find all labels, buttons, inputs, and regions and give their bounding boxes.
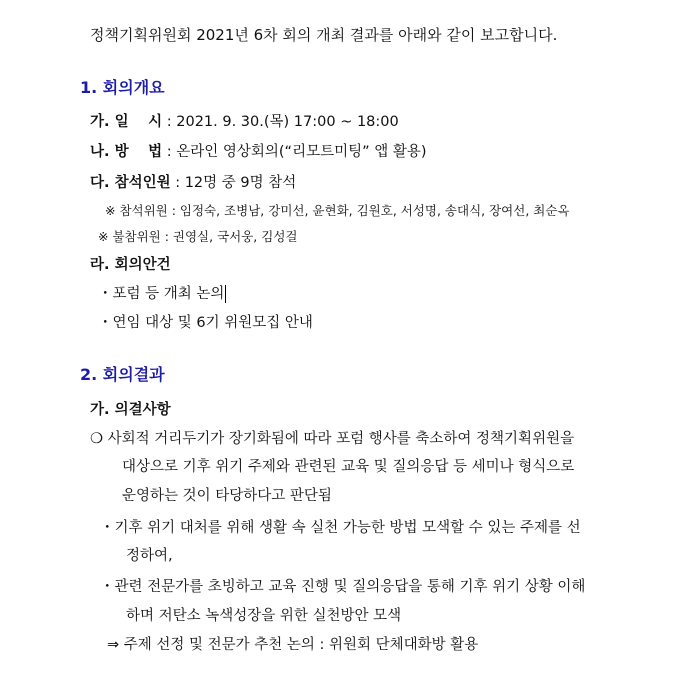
meeting-attendees-value: : 12명 중 9명 참석 <box>175 175 297 191</box>
meeting-method-value: : 온라인 영상회의(“리모트미팅” 앱 활용) <box>166 144 427 160</box>
result-line: ・기후 위기 대처를 위해 생활 속 실천 가능한 방법 모색할 수 있는 주제를 선 <box>100 520 581 536</box>
meeting-method-label: 나. 방 법 <box>90 144 163 160</box>
intro-text: 정책기획위원회 2021년 6차 회의 개최 결과를 아래와 같이 보고합니다. <box>90 26 558 44</box>
agenda-item: ・연임 대상 및 6기 위원모집 안내 <box>98 315 313 331</box>
text-cursor <box>225 285 226 303</box>
agenda-item-text: ・포럼 등 개최 논의 <box>98 286 225 302</box>
result-line: 정하여, <box>126 548 173 564</box>
meeting-date <box>90 112 399 132</box>
meeting-date-label: 가. 일 시 <box>90 114 163 130</box>
resolution-label: 가. 의결사항 <box>90 402 171 418</box>
agenda-label: 라. 회의안건 <box>90 257 171 273</box>
meeting-date-value: : 2021. 9. 30.(목) 17:00 ~ 18:00 <box>166 114 399 130</box>
section2-heading: 2. 회의결과 <box>80 365 165 384</box>
meeting-method <box>90 142 427 162</box>
meeting-attendees <box>90 173 296 193</box>
present-members-note: ※ 참석위원 : 임정숙, 조병남, 강미선, 윤현화, 김원호, 서성명, 송대식, 장여선, 최순옥 <box>105 203 570 218</box>
result-line: ⇒ 주제 선정 및 전문가 추천 논의 : 위원회 단체대화방 활용 <box>107 637 479 653</box>
absent-members-note: ※ 불참위원 : 권영실, 국서웅, 김성걸 <box>98 229 298 244</box>
result-line: 하며 저탄소 녹색성장을 위한 실천방안 모색 <box>126 608 402 624</box>
result-line: ・관련 전문가를 초빙하고 교육 진행 및 질의응답을 통해 기후 위기 상황 이해 <box>100 579 586 595</box>
result-line: ❍ 사회적 거리두기가 장기화됨에 따라 포럼 행사를 축소하여 정책기획위원을 <box>90 431 575 447</box>
result-line: 운영하는 것이 타당하다고 판단됨 <box>122 488 332 504</box>
meeting-attendees-label: 다. 참석인원 <box>90 175 171 191</box>
section1-heading: 1. 회의개요 <box>80 78 165 97</box>
agenda-item <box>98 284 226 304</box>
result-line: 대상으로 기후 위기 주제와 관련된 교육 및 질의응답 등 세미나 형식으로 <box>122 459 575 475</box>
